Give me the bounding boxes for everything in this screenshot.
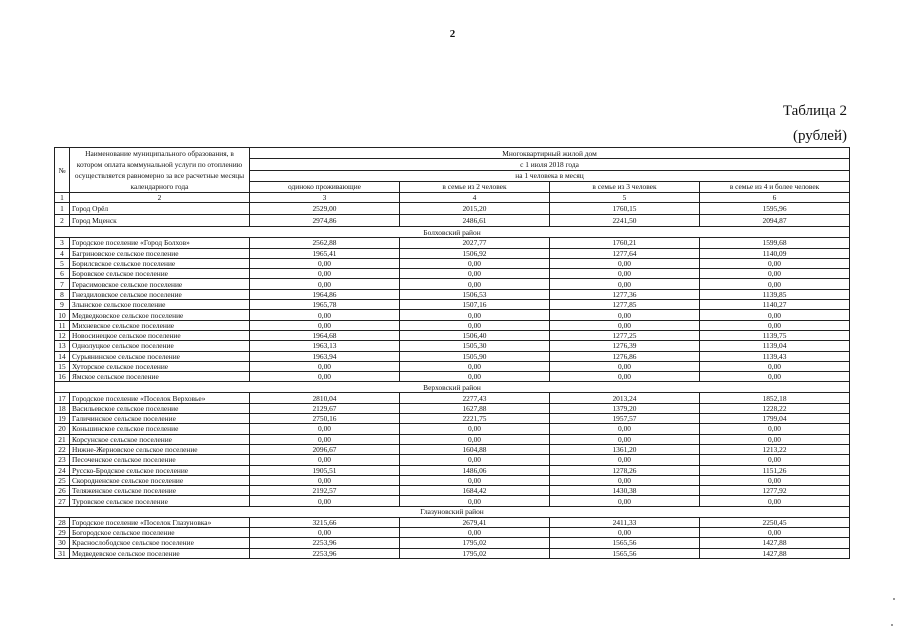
municipality-name: Галичинское сельское поселение [70, 414, 250, 424]
row-number: 4 [55, 248, 70, 258]
value-family-2: 0,00 [400, 424, 550, 434]
value-family-3: 0,00 [550, 496, 700, 506]
row-number: 19 [55, 414, 70, 424]
value-family-3: 0,00 [550, 424, 700, 434]
table-row [55, 517, 850, 527]
value-family-4: 0,00 [700, 455, 850, 465]
municipality-name: Коньшинское сельское поселение [70, 424, 250, 434]
row-number: 17 [55, 393, 70, 403]
value-family-3: 1276,86 [550, 351, 700, 361]
value-family-4: 1599,68 [700, 238, 850, 248]
municipality-name: Городское поселение «Город Болхов» [70, 238, 250, 248]
table-row [55, 444, 850, 454]
table-row [55, 538, 850, 548]
table-row [55, 548, 850, 558]
row-number: 26 [55, 486, 70, 496]
row-number: 10 [55, 310, 70, 320]
value-single: 3215,66 [250, 517, 400, 527]
value-family-2: 0,00 [400, 496, 550, 506]
value-family-4: 0,00 [700, 528, 850, 538]
value-family-4: 0,00 [700, 424, 850, 434]
col-number: 1 [55, 193, 70, 203]
municipality-name: Хуторское сельское поселение [70, 361, 250, 371]
row-number: 29 [55, 528, 70, 538]
value-family-4: 2094,87 [700, 215, 850, 227]
row-number: 22 [55, 444, 70, 454]
table-row [55, 475, 850, 485]
value-family-3: 1430,38 [550, 486, 700, 496]
municipality-name: Богородское сельское поселение [70, 528, 250, 538]
row-number: 21 [55, 434, 70, 444]
row-number: 11 [55, 320, 70, 330]
table-unit: (рублей) [792, 128, 847, 144]
header-name: Наименование муниципального образования, в котором оплата коммунальной услуги по отоплению осуществляется равномерно за все расчетные месяцы календарного года [70, 148, 250, 193]
value-family-3: 1277,25 [550, 330, 700, 340]
value-family-3: 0,00 [550, 279, 700, 289]
value-single: 0,00 [250, 475, 400, 485]
value-family-2: 0,00 [400, 279, 550, 289]
municipality-name: Городское поселение «Поселок Глазуновка» [70, 517, 250, 527]
value-family-2: 1604,88 [400, 444, 550, 454]
municipality-name: Гнездиловское сельское поселение [70, 289, 250, 299]
value-family-3: 0,00 [550, 269, 700, 279]
header-col-family-4: в семье из 4 и более человек [700, 181, 850, 192]
table-row [55, 424, 850, 434]
row-number: 9 [55, 300, 70, 310]
value-family-3: 1278,26 [550, 465, 700, 475]
value-family-4: 1427,88 [700, 538, 850, 548]
table-row [55, 455, 850, 465]
municipality-name: Скородненское сельское поселение [70, 475, 250, 485]
header-per-person: на 1 человека в месяц [250, 170, 850, 181]
municipality-name: Город Мценск [70, 215, 250, 227]
table-row [55, 496, 850, 506]
row-number: 24 [55, 465, 70, 475]
value-family-4: 0,00 [700, 258, 850, 268]
municipality-name: Ямское сельское поселение [70, 372, 250, 382]
value-family-2: 2486,61 [400, 215, 550, 227]
municipality-name: Багриновское сельское поселение [70, 248, 250, 258]
col-number: 3 [250, 193, 400, 203]
municipality-name: Михневское сельское поселение [70, 320, 250, 330]
value-family-2: 1627,88 [400, 403, 550, 413]
municipality-name: Городское поселение «Поселок Верховье» [70, 393, 250, 403]
value-single: 1905,51 [250, 465, 400, 475]
municipality-name: Корсунское сельское поселение [70, 434, 250, 444]
municipality-name: Песоченское сельское поселение [70, 455, 250, 465]
value-family-4: 1139,85 [700, 289, 850, 299]
value-family-2: 1486,06 [400, 465, 550, 475]
value-single: 0,00 [250, 320, 400, 330]
value-family-2: 0,00 [400, 475, 550, 485]
table-row [55, 269, 850, 279]
municipality-name: Город Орёл [70, 203, 250, 215]
value-family-3: 1277,85 [550, 300, 700, 310]
table-row [55, 414, 850, 424]
value-family-4: 1139,75 [700, 330, 850, 340]
table-row [55, 528, 850, 538]
municipality-name: Медведковское сельское поселение [70, 310, 250, 320]
scan-speck [891, 624, 893, 626]
page-number: 2 [449, 28, 456, 40]
value-family-3: 2411,33 [550, 517, 700, 527]
value-family-4: 1139,04 [700, 341, 850, 351]
municipality-name: Васильевское сельское поселение [70, 403, 250, 413]
col-number: 5 [550, 193, 700, 203]
row-number: 12 [55, 330, 70, 340]
value-family-2: 1505,90 [400, 351, 550, 361]
value-family-3: 0,00 [550, 361, 700, 371]
row-number: 14 [55, 351, 70, 361]
value-family-2: 2679,41 [400, 517, 550, 527]
value-family-4: 1140,27 [700, 300, 850, 310]
value-single: 1963,94 [250, 351, 400, 361]
value-family-4: 1799,04 [700, 414, 850, 424]
table-row [55, 279, 850, 289]
table-row [55, 310, 850, 320]
municipality-name: Новосинецкое сельское поселение [70, 330, 250, 340]
value-family-2: 1795,02 [400, 548, 550, 558]
value-single: 0,00 [250, 361, 400, 371]
value-single: 2129,67 [250, 403, 400, 413]
value-family-3: 2013,24 [550, 393, 700, 403]
table-row [55, 320, 850, 330]
value-single: 0,00 [250, 372, 400, 382]
value-family-3: 1379,20 [550, 403, 700, 413]
row-number: 5 [55, 258, 70, 268]
value-single: 0,00 [250, 528, 400, 538]
municipality-name: Нижне-Жерновское сельское поселение [70, 444, 250, 454]
value-single: 2253,96 [250, 538, 400, 548]
value-family-2: 1505,30 [400, 341, 550, 351]
value-family-4: 0,00 [700, 310, 850, 320]
value-single: 1964,68 [250, 330, 400, 340]
row-number: 20 [55, 424, 70, 434]
value-family-4: 0,00 [700, 372, 850, 382]
value-single: 0,00 [250, 258, 400, 268]
header-date: с 1 июля 2018 года [250, 159, 850, 170]
value-single: 2096,67 [250, 444, 400, 454]
value-family-4: 2250,45 [700, 517, 850, 527]
table-row [55, 351, 850, 361]
municipality-name: Борилсвское сельское поселение [70, 258, 250, 268]
value-family-4: 0,00 [700, 475, 850, 485]
value-family-3: 1361,20 [550, 444, 700, 454]
value-family-2: 0,00 [400, 434, 550, 444]
value-family-4: 0,00 [700, 269, 850, 279]
value-family-4: 1139,43 [700, 351, 850, 361]
row-number: 13 [55, 341, 70, 351]
value-family-3: 1957,57 [550, 414, 700, 424]
table-row [55, 258, 850, 268]
table-row [55, 372, 850, 382]
value-family-4: 1140,09 [700, 248, 850, 258]
col-number: 2 [70, 193, 250, 203]
table-row [55, 341, 850, 351]
value-family-4: 1852,18 [700, 393, 850, 403]
district-row [55, 227, 850, 238]
value-family-2: 1506,92 [400, 248, 550, 258]
table-row [55, 403, 850, 413]
municipality-name: Русско-Бродское сельское поселение [70, 465, 250, 475]
col-number: 4 [400, 193, 550, 203]
municipality-name: Герасимовское сельское поселение [70, 279, 250, 289]
value-family-3: 1565,56 [550, 538, 700, 548]
value-family-2: 1507,16 [400, 300, 550, 310]
row-number: 16 [55, 372, 70, 382]
table-row [55, 434, 850, 444]
value-single: 2253,96 [250, 548, 400, 558]
value-single: 0,00 [250, 279, 400, 289]
value-family-3: 1760,15 [550, 203, 700, 215]
value-family-3: 0,00 [550, 475, 700, 485]
value-family-3: 0,00 [550, 258, 700, 268]
header-no: № [55, 148, 70, 193]
table-row [55, 465, 850, 475]
table-row [55, 486, 850, 496]
municipality-name: Боровское сельское поселение [70, 269, 250, 279]
value-family-4: 0,00 [700, 434, 850, 444]
value-single: 0,00 [250, 455, 400, 465]
value-family-4: 1151,26 [700, 465, 850, 475]
value-family-2: 2277,43 [400, 393, 550, 403]
district-row [55, 382, 850, 393]
row-number: 18 [55, 403, 70, 413]
scan-speck [893, 598, 895, 600]
district-title: Глазуновский район [55, 506, 850, 517]
value-family-4: 0,00 [700, 279, 850, 289]
row-number: 23 [55, 455, 70, 465]
value-family-2: 1795,02 [400, 538, 550, 548]
value-family-2: 1506,40 [400, 330, 550, 340]
value-family-2: 2027,77 [400, 238, 550, 248]
value-family-3: 1276,39 [550, 341, 700, 351]
row-number: 1 [55, 203, 70, 215]
value-family-3: 1760,21 [550, 238, 700, 248]
municipality-name: Краснослободское сельское поселение [70, 538, 250, 548]
header-col-family-3: в семье из 3 человек [550, 181, 700, 192]
row-number: 28 [55, 517, 70, 527]
row-number: 3 [55, 238, 70, 248]
value-family-3: 0,00 [550, 434, 700, 444]
value-family-2: 1684,42 [400, 486, 550, 496]
value-family-2: 0,00 [400, 528, 550, 538]
value-family-3: 0,00 [550, 455, 700, 465]
row-number: 7 [55, 279, 70, 289]
value-family-2: 0,00 [400, 269, 550, 279]
value-family-3: 1277,36 [550, 289, 700, 299]
header-col-single: одиноко проживающие [250, 181, 400, 192]
value-single: 1965,78 [250, 300, 400, 310]
row-number: 2 [55, 215, 70, 227]
value-single: 2562,88 [250, 238, 400, 248]
tariff-table [54, 147, 850, 559]
col-number: 6 [700, 193, 850, 203]
municipality-name: Однолуцкое сельское поселение [70, 341, 250, 351]
value-family-3: 1277,64 [550, 248, 700, 258]
table-title: Таблица 2 [782, 103, 847, 119]
value-family-4: 0,00 [700, 361, 850, 371]
value-family-2: 2015,20 [400, 203, 550, 215]
table-row [55, 238, 850, 248]
value-single: 1963,13 [250, 341, 400, 351]
row-number: 15 [55, 361, 70, 371]
table-row [55, 393, 850, 403]
table-row [55, 289, 850, 299]
value-family-4: 1213,22 [700, 444, 850, 454]
table-row [55, 248, 850, 258]
municipality-name: Сурьянинское сельское поселение [70, 351, 250, 361]
value-family-4: 1595,96 [700, 203, 850, 215]
value-family-4: 0,00 [700, 320, 850, 330]
value-family-2: 0,00 [400, 258, 550, 268]
value-family-2: 0,00 [400, 455, 550, 465]
municipality-name: Медведевское сельское поселение [70, 548, 250, 558]
district-title: Болховский район [55, 227, 850, 238]
row-number: 27 [55, 496, 70, 506]
value-family-2: 0,00 [400, 361, 550, 371]
table-row [55, 330, 850, 340]
municipality-name: Туровское сельское поселение [70, 496, 250, 506]
value-family-2: 0,00 [400, 320, 550, 330]
value-family-3: 2241,50 [550, 215, 700, 227]
value-family-3: 0,00 [550, 372, 700, 382]
value-family-3: 0,00 [550, 528, 700, 538]
value-single: 2810,04 [250, 393, 400, 403]
row-number: 30 [55, 538, 70, 548]
value-family-3: 0,00 [550, 320, 700, 330]
value-single: 2750,16 [250, 414, 400, 424]
value-family-4: 1228,22 [700, 403, 850, 413]
value-family-4: 0,00 [700, 496, 850, 506]
table-row [55, 361, 850, 371]
table-row [55, 215, 850, 227]
value-family-2: 0,00 [400, 310, 550, 320]
row-number: 31 [55, 548, 70, 558]
value-family-4: 1427,88 [700, 548, 850, 558]
value-family-2: 0,00 [400, 372, 550, 382]
value-family-2: 1506,53 [400, 289, 550, 299]
row-number: 8 [55, 289, 70, 299]
header-col-family-2: в семье из 2 человек [400, 181, 550, 192]
value-single: 0,00 [250, 310, 400, 320]
municipality-name: Злынское сельское поселение [70, 300, 250, 310]
header-group: Многоквартирный жилой дом [250, 148, 850, 159]
district-row [55, 506, 850, 517]
table-row [55, 300, 850, 310]
municipality-name: Теляженское сельское поселение [70, 486, 250, 496]
row-number: 6 [55, 269, 70, 279]
district-title: Верховский район [55, 382, 850, 393]
value-single: 1965,41 [250, 248, 400, 258]
value-family-4: 1277,92 [700, 486, 850, 496]
value-family-3: 1565,56 [550, 548, 700, 558]
value-single: 2974,86 [250, 215, 400, 227]
value-family-3: 0,00 [550, 310, 700, 320]
table-row [55, 203, 850, 215]
value-single: 0,00 [250, 424, 400, 434]
value-single: 1964,86 [250, 289, 400, 299]
value-single: 0,00 [250, 496, 400, 506]
value-single: 2529,00 [250, 203, 400, 215]
value-family-2: 2221,75 [400, 414, 550, 424]
value-single: 0,00 [250, 434, 400, 444]
value-single: 2192,57 [250, 486, 400, 496]
row-number: 25 [55, 475, 70, 485]
value-single: 0,00 [250, 269, 400, 279]
